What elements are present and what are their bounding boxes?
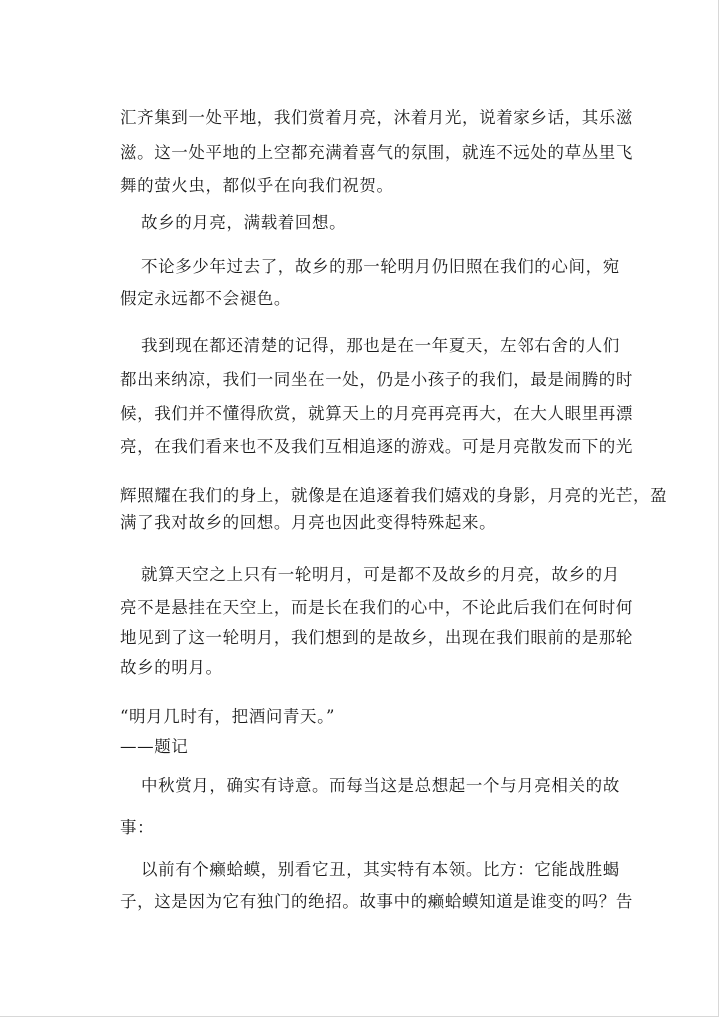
epigraph-attribution: ——题记 bbox=[120, 737, 189, 756]
text-line: 亮不是悬挂在天空上，而是长在我们的心中，不论此后我们在何时何 bbox=[120, 598, 633, 617]
text-line: 子，这是因为它有独门的绝招。故事中的癞蛤蟆知道是谁变的吗？告 bbox=[120, 892, 633, 911]
text-line: 都出来纳凉，我们一同坐在一处，仍是小孩子的我们，最是闹腾的时 bbox=[120, 370, 633, 389]
text-line: 事： bbox=[120, 818, 155, 837]
epigraph-quote: “明月几时有，把酒问青天。” bbox=[120, 707, 336, 726]
text-line: 假定永远都不会褪色。 bbox=[120, 289, 291, 308]
text-line: 候，我们并不懂得欣赏，就算天上的月亮再亮再大，在大人眼里再漂 bbox=[120, 404, 633, 423]
text-line: 满了我对故乡的回想。月亮也因此变得特殊起来。 bbox=[120, 513, 497, 532]
text-line: 辉照耀在我们的身上，就像是在追逐着我们嬉戏的身影，月亮的光芒，盈 bbox=[120, 486, 668, 505]
text-line: 舞的萤火虫，都似乎在向我们祝贺。 bbox=[120, 176, 394, 195]
text-line: 故乡的月亮，满载着回想。 bbox=[141, 213, 347, 232]
text-line: 中秋赏月，确实有诗意。而每当这是总想起一个与月亮相关的故 bbox=[141, 776, 620, 795]
text-line: 就算天空之上只有一轮明月，可是都不及故乡的月亮，故乡的月 bbox=[141, 565, 620, 584]
text-line: 亮，在我们看来也不及我们互相追逐的游戏。可是月亮散发而下的光 bbox=[120, 437, 633, 456]
text-line: 滋。这一处平地的上空都充满着喜气的氛围，就连不远处的草丛里飞 bbox=[120, 143, 633, 162]
text-line: 地见到了这一轮明月，我们想到的是故乡，出现在我们眼前的是那轮 bbox=[120, 628, 633, 647]
text-line: 以前有个癞蛤蟆，别看它丑，其实特有本领。比方：它能战胜蝎 bbox=[141, 860, 620, 879]
text-line: 我到现在都还清楚的记得，那也是在一年夏天，左邻右舍的人们 bbox=[141, 336, 620, 355]
text-line: 不论多少年过去了，故乡的那一轮明月仍旧照在我们的心间，宛 bbox=[141, 257, 620, 276]
text-line: 汇齐集到一处平地，我们赏着月亮，沐着月光，说着家乡话，其乐滋 bbox=[120, 108, 633, 127]
text-line: 故乡的明月。 bbox=[120, 658, 223, 677]
